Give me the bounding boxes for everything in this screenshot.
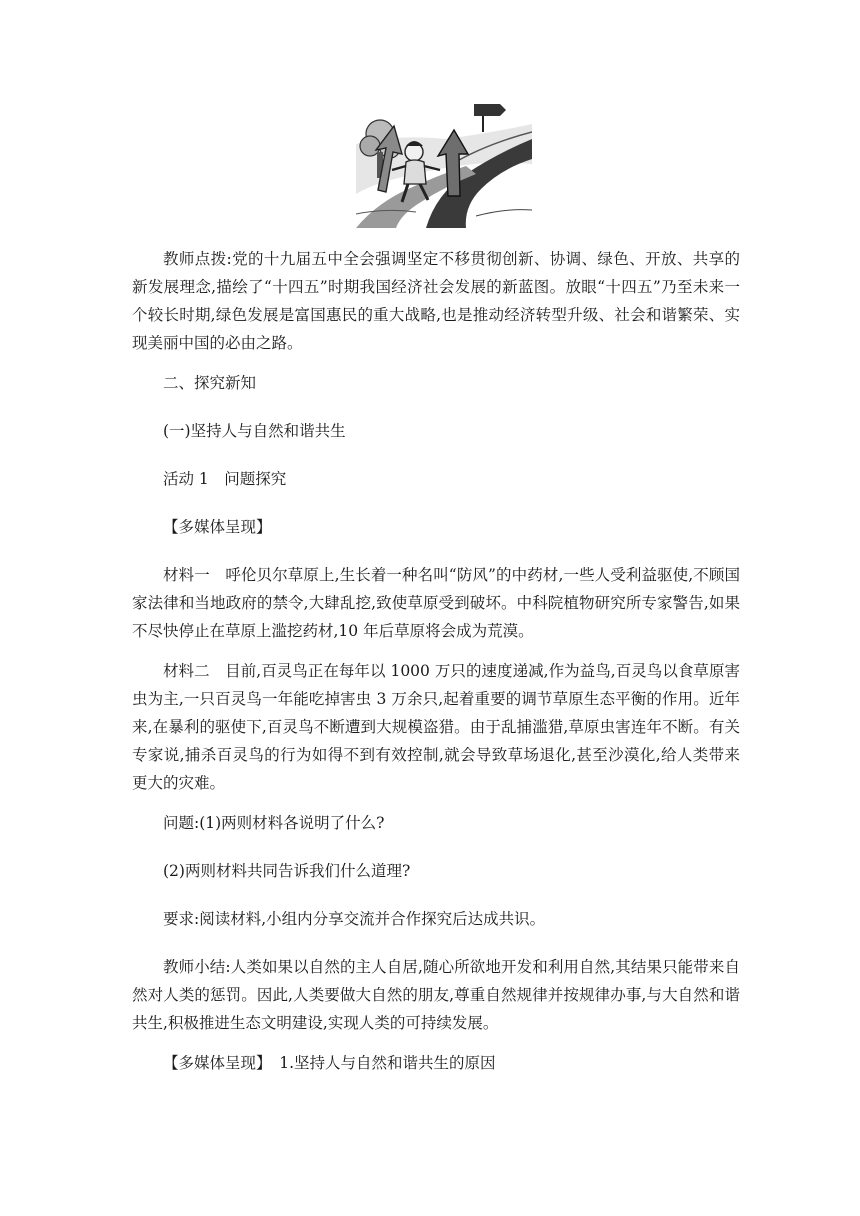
material-one-paragraph: 材料一 呼伦贝尔草原上,生长着一种名叫“防风”的中药材,一些人受利益驱使,不顾国家法律和当地政府的禁令,大肆乱挖,致使草原受到破坏。中科院植物研究所专家警告,如果不尽快停止在草原上滥挖药材,10 年后草原将会成为荒漠。 [132, 566, 740, 640]
multimedia-label: 【多媒体呈现】 [163, 518, 272, 536]
question-two: (2)两则材料共同告诉我们什么道理? [163, 862, 411, 880]
teacher-summary-paragraph: 教师小结:人类如果以自然的主人自居,随心所欲地开发和利用自然,其结果只能带来自然对人类的惩罚。因此,人类要做大自然的朋友,尊重自然规律并按规律办事,与大自然和谐共生,积极推进生态文明建设,实现人类的可持续发展。 [132, 958, 740, 1032]
document-body [132, 245, 740, 1077]
material-two-paragraph: 材料二 目前,百灵鸟正在每年以 1000 万只的速度递减,作为益鸟,百灵鸟以食草原害虫为主,一只百灵鸟一年能吃掉害虫 3 万余只,起着重要的调节草原生态平衡的作用。近年来,在暴利的驱使下,百灵鸟不断遭到大规模盗猎。由于乱捕滥猎,草原虫害连年不断。有关专家说,捕杀百灵鸟的行为如得不到有效控制,就会导致草场退化,甚至沙漠化,给人类带来更大的灾难。 [132, 662, 740, 792]
question-one: 问题:(1)两则材料各说明了什么? [163, 814, 385, 832]
subsection-heading: (一)坚持人与自然和谐共生 [163, 422, 346, 440]
teacher-tip-paragraph: 教师点拨:党的十九届五中全会强调坚定不移贯彻创新、协调、绿色、开放、共享的新发展理念,描绘了“十四五”时期我国经济社会发展的新蓝图。放眼“十四五”乃至未来一个较长时期,绿色发展是富国惠民的重大战略,也是推动经济转型升级、社会和谐繁荣、实现美丽中国的必由之路。 [132, 250, 740, 352]
multimedia-reason-heading: 【多媒体呈现】 1.坚持人与自然和谐共生的原因 [163, 1054, 496, 1072]
road-signpost-illustration [356, 104, 532, 228]
activity-heading: 活动 1 问题探究 [163, 470, 287, 488]
requirement-paragraph: 要求:阅读材料,小组内分享交流并合作探究后达成共识。 [163, 910, 546, 928]
section-heading: 二、探究新知 [163, 374, 257, 392]
